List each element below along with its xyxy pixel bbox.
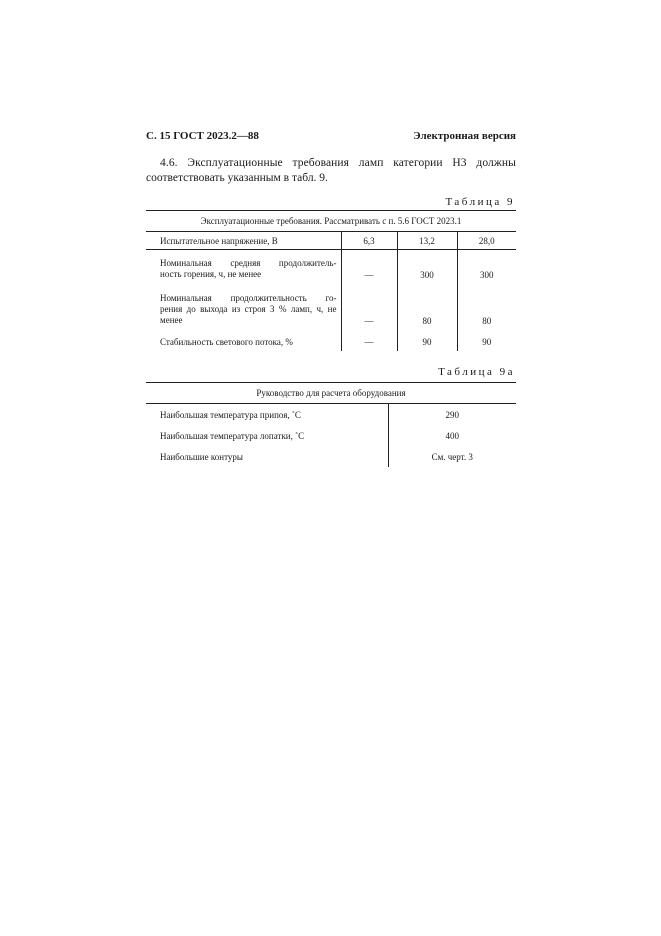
row-label-line: рения до выхода из строя 3 % ламп, ч, не [160,304,337,314]
row-value: 90 [397,329,457,351]
table-9-caption: Таблица 9 [445,196,515,208]
row-label: Наибольшие контуры [160,451,243,462]
table-9 [146,210,516,351]
row-label-line: ность горения, ч, не менее [160,269,262,279]
table-9a [146,382,516,467]
header-voltage-2: 13,2 [397,232,457,250]
table-9a-title-row [146,383,516,404]
row-label-line: Стабильность светового потока, % [160,337,293,347]
table-row [146,250,516,285]
row-label-line: менее [160,315,183,325]
table-9-header-row [146,232,516,250]
row-value: — [341,284,397,329]
row-value: — [341,250,397,285]
header-voltage-1: 6,3 [341,232,397,250]
table-row [146,284,516,329]
paragraph-4-6 [146,156,516,186]
row-value: См. черт. 3 [388,446,516,467]
row-label-line: Номинальная продолжительность го- [160,293,337,303]
table-9a-caption: Таблица 9а [438,366,515,378]
table-row [146,446,516,467]
table-9-title-row [146,211,516,232]
header-voltage-3: 28,0 [457,232,516,250]
row-value: 90 [457,329,516,351]
row-label: Наибольшая температура лопатки, ˚С [160,430,305,441]
table-row [146,329,516,351]
row-value: 290 [388,404,516,426]
row-label-line: Номинальная средняя продолжитель- [160,258,337,268]
table-row [146,425,516,446]
paragraph-line-2: соответствовать указанным в табл. 9. [146,172,328,184]
header-voltage-label: Испытательное напряжение, В [146,232,341,250]
row-value: 400 [388,425,516,446]
row-value: 80 [457,284,516,329]
row-value: 80 [397,284,457,329]
row-value: — [341,329,397,351]
row-value: 300 [457,250,516,285]
paragraph-line-1: 4.6. Эксплуатационные требования ламп категории Н3 должны [160,157,516,169]
table-9a-title: Руководство для расчета оборудования [146,383,516,404]
page-header-left: С. 15 ГОСТ 2023.2—88 [146,130,259,142]
table-row [146,404,516,426]
table-9-title: Эксплуатационные требования. Рассматривать с п. 5.6 ГОСТ 2023.1 [146,211,516,232]
row-label: Наибольшая температура припоя, ˚С [160,409,301,420]
page-header-right: Электронная версия [413,130,516,142]
row-value: 300 [397,250,457,285]
